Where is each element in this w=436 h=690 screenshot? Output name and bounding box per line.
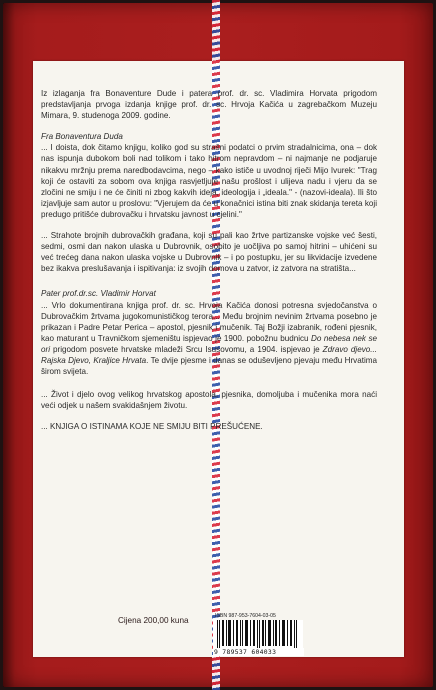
closing-statement: ... KNJIGA O ISTINAMA KOJE NE SMIJU BITI PREŠUĆENE. <box>41 422 263 432</box>
spine-shadow <box>3 3 15 687</box>
author-heading-duda: Fra Bonaventura Duda <box>41 132 123 142</box>
barcode-number: 9 789537 604033 <box>213 648 304 656</box>
duda-paragraph: ... I doista, dok čitamo knjigu, koliko god su strašni podatci o prvim stradalnicima, ona – dok nas ispunja dubokom boli nad tolikom i tako hitrom nepravdom – ni najmanje ne podjaruje nikakvu mržnju prema naredbodavcima, nego – kako ističe u uvodnoj riječi Mijo Ivurek: "Trag koji će ostaviti za sobom ova knjiga rasvjetljuje našu prošlost i ulijeva nadu i vjeru da se zločini ne smiju i ne će činiti ni zbog kakvih ideja, ideologija i „ideala." - (nazovi-ideala). Ili što izjavljuje sam autor u proslovu: "Vjerujem da će u konačnici istina biti znak skidanja tereta koji predugo pritišće dubrovačku i hrvatsku javnost u cjelini." <box>41 143 377 219</box>
isbn-label: ISBN 987-953-7604-03-05 <box>215 613 276 619</box>
atrocities-paragraph: ... Strahote brojnih dubrovačkih građana, koji su pali kao žrtve partizanske vojske već šesti, sedmi, osmi dan nakon ulaska u Dubrovnik, osobito je uočljiva po samoj hitrini – uhićeni su već trećeg dana nakon ulaska vojske u Dubrovnik – i po postupku, jer su likvidacije izvedene bez ikakva preslušavanja i ispitivanja: iz svojih domova u zatvor, iz zatvora na stratišta... <box>41 231 377 274</box>
life-work-paragraph: ... Život i djelo ovog velikog hrvatskog apostola, pjesnika, domoljuba i mučenika mora naći veći odjek u našem svakidašnjem životu. <box>41 390 377 411</box>
hymn-title-1: Do nebesa nek se ori <box>41 333 377 354</box>
horvat-paragraph: ... Vrlo dokumentirana knjiga prof. dr. sc. Hrvoja Kačića donosi potresna svjedočanstva o Dubrovačkim žrtvama jugokomunističkog terora... Među brojnim nevinim žrtvama posebno je prikazan i Padre Petar Perica – apostol, pjesnik i mučenik. Taj Božji izabranik, rođeni pjesnik, kao maturant u Travničkom sjemeništu ispjevao je 1900. pobožnu budnicu Do nebesa nek se ori prigodom posvete hrvatske mladeži Srcu Isusovomu, a 1904. ispjevao je Zdravo djevo... Rajska Djevo, Kraljice Hrvata. Te dvije pjesme i danas se oduševljeno pjevaju među Hrvatima širom svijeta. <box>41 300 377 377</box>
blurb-text <box>41 88 377 442</box>
barcode-bars-icon <box>213 620 303 650</box>
hymn-title-2: Zdravo djevo... Rajska Djevo, Kraljice Hrvata <box>41 344 377 365</box>
author-heading-horvat: Pater prof.dr.sc. Vladimir Horvat <box>41 289 156 299</box>
intro-paragraph: Iz izlaganja fra Bonaventure Dude i patera prof. dr. sc. Vladimira Horvata prigodom predstavljanja prvoga izdanja knjige prof. dr. sc. Hrvoja Kačića u zagrebačkom Muzeju Mimara, 9. studenoga 2009. godine. <box>41 89 377 121</box>
price-label: Cijena 200,00 kuna <box>118 616 189 625</box>
